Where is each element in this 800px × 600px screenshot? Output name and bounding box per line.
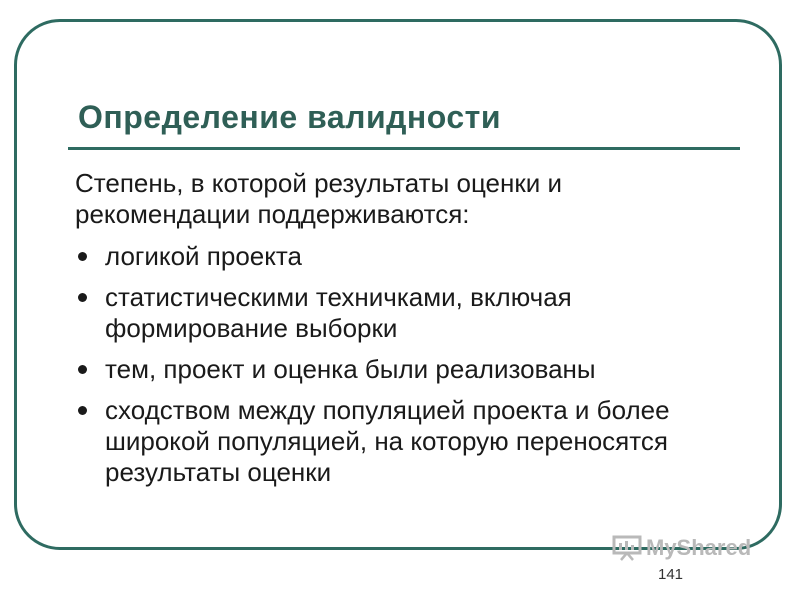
intro-text: Степень, в которой результаты оценки и рекомендации поддерживаются: [75, 168, 563, 229]
bullet-icon [78, 365, 87, 374]
watermark [612, 535, 751, 561]
bullet-icon [78, 293, 87, 302]
slide-content [75, 168, 735, 498]
bullet-text: тем, проект и оценка были реализованы [105, 354, 596, 384]
watermark-text: MyShared [646, 535, 752, 560]
bullet-item [75, 395, 735, 488]
title-underline [68, 147, 740, 150]
page-number: 141 [658, 566, 684, 583]
bullet-icon [78, 406, 87, 415]
bullet-item [75, 282, 735, 344]
bullet-list [75, 241, 735, 488]
bullet-text: сходством между популяцией проекта и более широкой популяцией, на которую переносятся результаты оценки [105, 395, 670, 487]
bullet-icon [78, 252, 87, 261]
bullet-item [75, 354, 735, 385]
bullet-text: статистическими техничками, включая формирование выборки [105, 282, 572, 343]
slide-title: Определение валидности [78, 99, 502, 135]
presentation-board-icon [612, 535, 642, 561]
bullet-text: логикой проекта [105, 241, 303, 271]
bullet-item [75, 241, 735, 272]
